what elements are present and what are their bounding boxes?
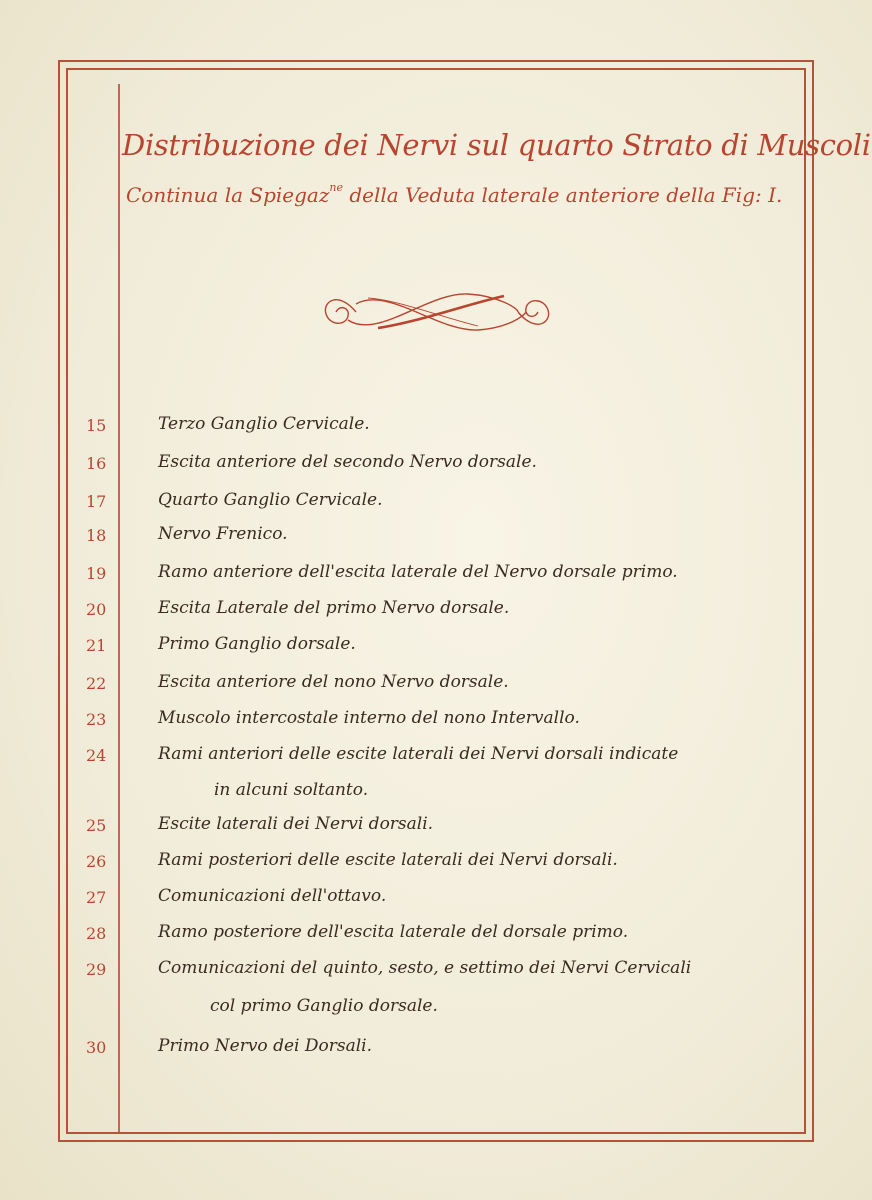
page-title: Distribuzione dei Nervi sul quarto Strato di Muscoli [122,128,871,162]
subtitle-part-2: della Veduta laterale anteriore della Fig: I. [343,183,783,207]
entry-continuation: in alcuni soltanto. [214,780,369,800]
entry-text: Rami anteriori delle escite laterali dei Nervi dorsali indicate [158,744,679,764]
entry-text: Escita anteriore del nono Nervo dorsale. [158,672,509,692]
entry-number: 26 [86,852,107,871]
entry-text: Comunicazioni dell'ottavo. [158,886,387,906]
subtitle-superscript: ne [329,181,343,194]
entry-text: Ramo anteriore dell'escita laterale del Nervo dorsale primo. [158,562,678,582]
entry-text: Primo Ganglio dorsale. [158,634,356,654]
entry-number: 21 [86,636,107,655]
entry-number: 22 [86,674,107,693]
entry-number: 28 [86,924,107,943]
entry-text: Ramo posteriore dell'escita laterale del dorsale primo. [158,922,629,942]
entry-text: Escite laterali dei Nervi dorsali. [158,814,434,834]
entry-number: 23 [86,710,107,729]
entry-text: Primo Nervo dei Dorsali. [158,1036,372,1056]
entry-number: 24 [86,746,107,765]
subtitle-part-1: Continua la Spiegaz [126,183,330,207]
entry-text: Quarto Ganglio Cervicale. [158,490,383,510]
entry-number: 27 [86,888,107,907]
entry-number: 18 [86,526,107,545]
entry-text: Nervo Frenico. [158,524,288,544]
entry-number: 17 [86,492,107,511]
entry-number: 19 [86,564,107,583]
entry-number: 16 [86,454,107,473]
entry-text: Rami posteriori delle escite laterali dei Nervi dorsali. [158,850,618,870]
entry-number: 25 [86,816,107,835]
entry-text: Escita Laterale del primo Nervo dorsale. [158,598,510,618]
entry-number: 29 [86,960,107,979]
entry-text: Escita anteriore del secondo Nervo dorsale. [158,452,537,472]
entry-text: Muscolo intercostale interno del nono Intervallo. [158,708,580,728]
entry-number: 15 [86,416,107,435]
entry-continuation: col primo Ganglio dorsale. [210,996,438,1016]
entry-number: 20 [86,600,107,619]
entry-text: Comunicazioni del quinto, sesto, e settimo dei Nervi Cervicali [158,958,692,978]
entry-text: Terzo Ganglio Cervicale. [158,414,370,434]
entry-number: 30 [86,1038,107,1057]
